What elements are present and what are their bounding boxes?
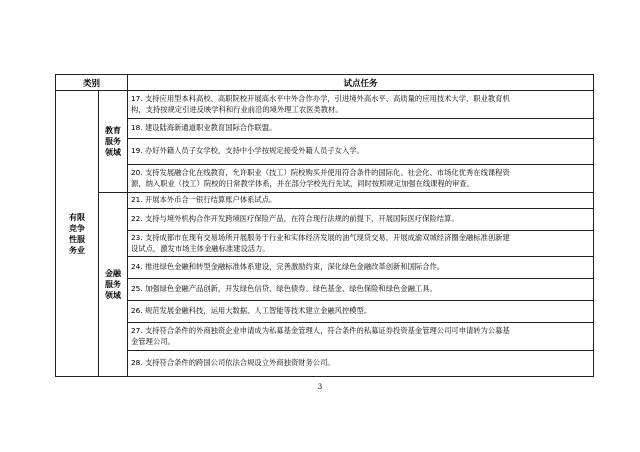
subcategory-cell-finance <box>99 193 128 377</box>
task-cell <box>128 193 594 209</box>
task-cell <box>128 279 594 301</box>
table-row <box>56 165 594 193</box>
table-header-row <box>56 75 594 91</box>
task-line: 25. 加强绿色金融产品创新，开发绿色信贷、绿色债券、绿色基金、绿色保险和绿色金融工具。 <box>131 284 437 294</box>
subcategory-line: 领域 <box>105 148 121 157</box>
task-line: 26. 规范发展金融科技，运用大数据、人工智能等技术建立金融风控模型。 <box>131 306 372 316</box>
task-line: 构，支持按规定引进反映学科和行业前沿的境外理工农医类教材。 <box>131 104 343 114</box>
task-cell <box>128 257 594 279</box>
table-row <box>56 257 594 279</box>
task-line: 19. 办好外籍人员子女学校，支持中小学按规定接受外籍人员子女入学。 <box>131 146 364 156</box>
task-line: 22. 支持与境外机构合作开发跨境医疗保险产品，在符合现行法规的前提下，开展国际医疗保险结算。 <box>131 214 459 224</box>
task-line: 20. 支持发展融合化在线教育，允许职业（技工）院校购买并使用符合条件的国际化、社会化、市场化优秀在线课程资 <box>131 168 510 177</box>
table-row <box>56 119 594 139</box>
category-cell <box>56 91 99 377</box>
subcategory-cell-education <box>99 91 128 193</box>
task-cell <box>128 91 594 119</box>
category-line: 竞争 <box>69 223 85 233</box>
category-header: 类别 <box>56 75 128 91</box>
task-line: 源，纳入职业（技工）院校的日常教学体系，并在部分学校先行先试，同时按照规定加强在线课程的审查。 <box>131 178 474 188</box>
task-line: 21. 开展本外币合一银行结算账户体系试点。 <box>131 195 277 205</box>
task-cell <box>128 119 594 139</box>
task-cell <box>128 351 594 377</box>
task-line: 27. 支持符合条件的外商独资企业申请成为私募基金管理人，符合条件的私募证券投资基金管理公司可申请转为公募基 <box>131 326 510 335</box>
category-line: 务业 <box>69 245 85 255</box>
task-line: 设试点，激发市场主体金融标准建设活力。 <box>131 243 270 253</box>
table-row <box>56 231 594 257</box>
table-row <box>56 301 594 323</box>
task-line: 24. 推进绿色金融和转型金融标准体系建设，完善激励约束，深化绿色金融改革创新和国际合作。 <box>131 262 445 272</box>
subcategory-line: 服务 <box>105 280 121 289</box>
category-line: 有限 <box>69 212 85 222</box>
table-row <box>56 91 594 119</box>
pilot-task-table <box>55 74 594 377</box>
task-cell <box>128 231 594 257</box>
table-row <box>56 351 594 377</box>
task-cell <box>128 209 594 231</box>
task-cell <box>128 139 594 165</box>
subcategory-line: 金融 <box>105 269 121 278</box>
task-line: 28. 支持符合条件的跨国公司依法合规设立外商独资财务公司。 <box>131 358 335 368</box>
subcategory-line: 领域 <box>105 291 121 300</box>
task-cell <box>128 323 594 351</box>
table-row <box>56 209 594 231</box>
table-row <box>56 279 594 301</box>
table-row <box>56 139 594 165</box>
page-number: 3 <box>317 383 323 391</box>
task-line: 金管理公司。 <box>131 336 175 346</box>
subcategory-line: 教育 <box>105 126 121 135</box>
table-row <box>56 193 594 209</box>
task-cell <box>128 301 594 323</box>
subcategory-line: 服务 <box>105 137 121 146</box>
task-cell <box>128 165 594 193</box>
task-line: 18. 建设陆海新通道职业教育国际合作联盟。 <box>131 123 277 133</box>
category-line: 性服 <box>69 234 85 244</box>
task-line: 23. 支持成都市在现有交易场所开展服务于行业和实体经济发展的油气现货交易，开展成渝双城经济圈金融标准创新建 <box>131 233 510 242</box>
table-row <box>56 323 594 351</box>
task-line: 17. 支持应用型本科高校、高职院校开展高水平中外合作办学，引进境外高水平、高质量的应用技术大学、职业教育机 <box>131 94 510 103</box>
task-header: 试点任务 <box>128 75 594 91</box>
